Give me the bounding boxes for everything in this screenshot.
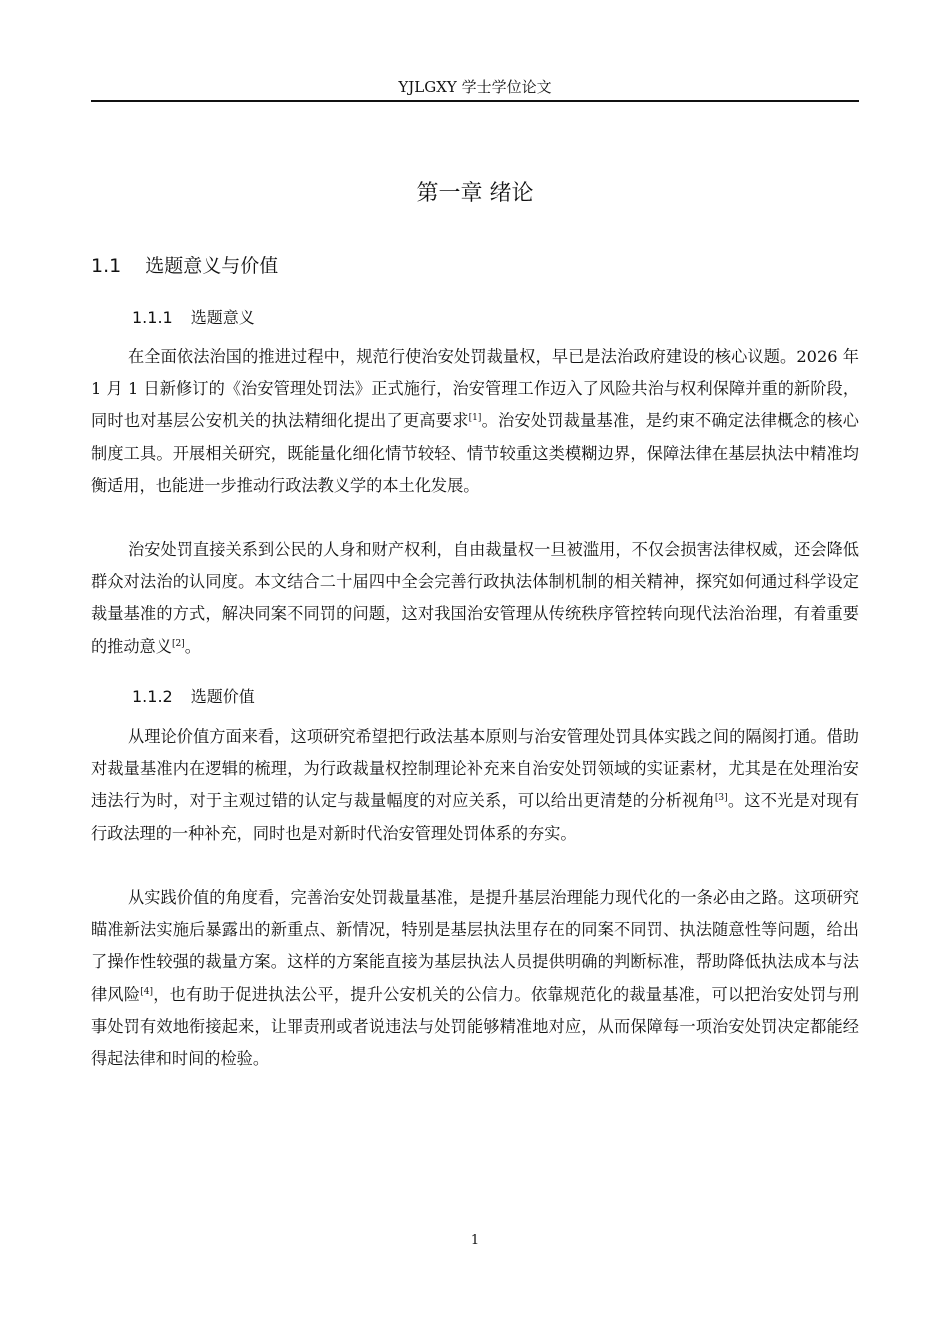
paragraph-4 [91, 882, 859, 1075]
paragraph-text: 。 [184, 636, 201, 656]
subsection-title: 选题意义 [190, 308, 255, 327]
paragraph-2 [91, 534, 859, 663]
subsection-heading-1-1-1 [132, 307, 255, 329]
section-heading-1-1 [91, 253, 278, 279]
citation-ref[interactable]: [3] [714, 793, 728, 804]
paragraph-text: 在全面依法治国的推进过程中，规范行使治安处罚裁量权，早已是法治政府建设的核心议题。2026 年 1 月 1 日新修订的《治安管理处罚法》正式施行，治安管理工作迈入了风险共治与权利保障并重的新阶段，同时也对基层公安机关的执法精细化提出了更高要求 [91, 347, 859, 431]
chapter-title: 第一章 绪论 [416, 181, 534, 206]
paragraph-text: 从理论价值方面来看，这项研究希望把行政法基本原则与治安管理处罚具体实践之间的隔阂打通。借助对裁量基准内在逻辑的梳理，为行政裁量权控制理论补充来自治安处罚领域的实证素材，尤其是在处理治安违法行为时，对于主观过错的认定与裁量幅度的对应关系，可以给出更清楚的分析视角 [91, 727, 859, 811]
paragraph-text: ，也有助于促进执法公平，提升公安机关的公信力。依靠规范化的裁量基准，可以把治安处罚与刑事处罚有效地衔接起来，让罪责刑或者说违法与处罚能够精准地对应，从而保障每一项治安处罚决定都能经得起法律和时间的检验。 [91, 984, 860, 1069]
page-number: 1 [470, 1233, 480, 1248]
citation-ref[interactable]: [2] [171, 638, 185, 649]
subsection-title: 选题价值 [190, 687, 255, 706]
running-header: YJLGXY 学士学位论文 [398, 78, 552, 96]
subsection-number: 1.1.1 [132, 308, 173, 327]
paragraph-3 [91, 721, 859, 850]
header-rule [91, 100, 859, 102]
section-title: 选题意义与价值 [145, 255, 279, 277]
paragraph-text: 。治安处罚裁量基准，是约束不确定法律概念的核心制度工具。开展相关研究，既能量化细化情节较轻、情节较重这类模糊边界，保障法律在基层执法中精准均衡适用，也能进一步推动行政法教义学的本土化发展。 [91, 411, 859, 495]
citation-ref[interactable]: [4] [140, 986, 154, 997]
citation-ref[interactable]: [1] [468, 413, 482, 424]
subsection-heading-1-1-2 [132, 686, 255, 708]
paragraph-1 [91, 341, 859, 502]
paragraph-text: 从实践价值的角度看，完善治安处罚裁量基准，是提升基层治理能力现代化的一条必由之路。这项研究瞄准新法实施后暴露出的新重点、新情况，特别是基层执法里存在的同案不同罚、执法随意性等问题，给出了操作性较强的裁量方案。这样的方案能直接为基层执法人员提供明确的判断标准，帮助降低执法成本与法律风险 [91, 888, 859, 1004]
section-number: 1.1 [91, 255, 122, 277]
paragraph-text: 。这不光是对现有行政法理的一种补充，同时也是对新时代治安管理处罚体系的夯实。 [91, 791, 860, 843]
subsection-number: 1.1.2 [132, 687, 173, 706]
paragraph-text: 治安处罚直接关系到公民的人身和财产权利，自由裁量权一旦被滥用，不仅会损害法律权威，还会降低群众对法治的认同度。本文结合二十届四中全会完善行政执法体制机制的相关精神，探究如何通过科学设定裁量基准的方式，解决同案不同罚的问题，这对我国治安管理从传统秩序管控转向现代法治治理，有着重要的推动意义 [91, 540, 859, 656]
